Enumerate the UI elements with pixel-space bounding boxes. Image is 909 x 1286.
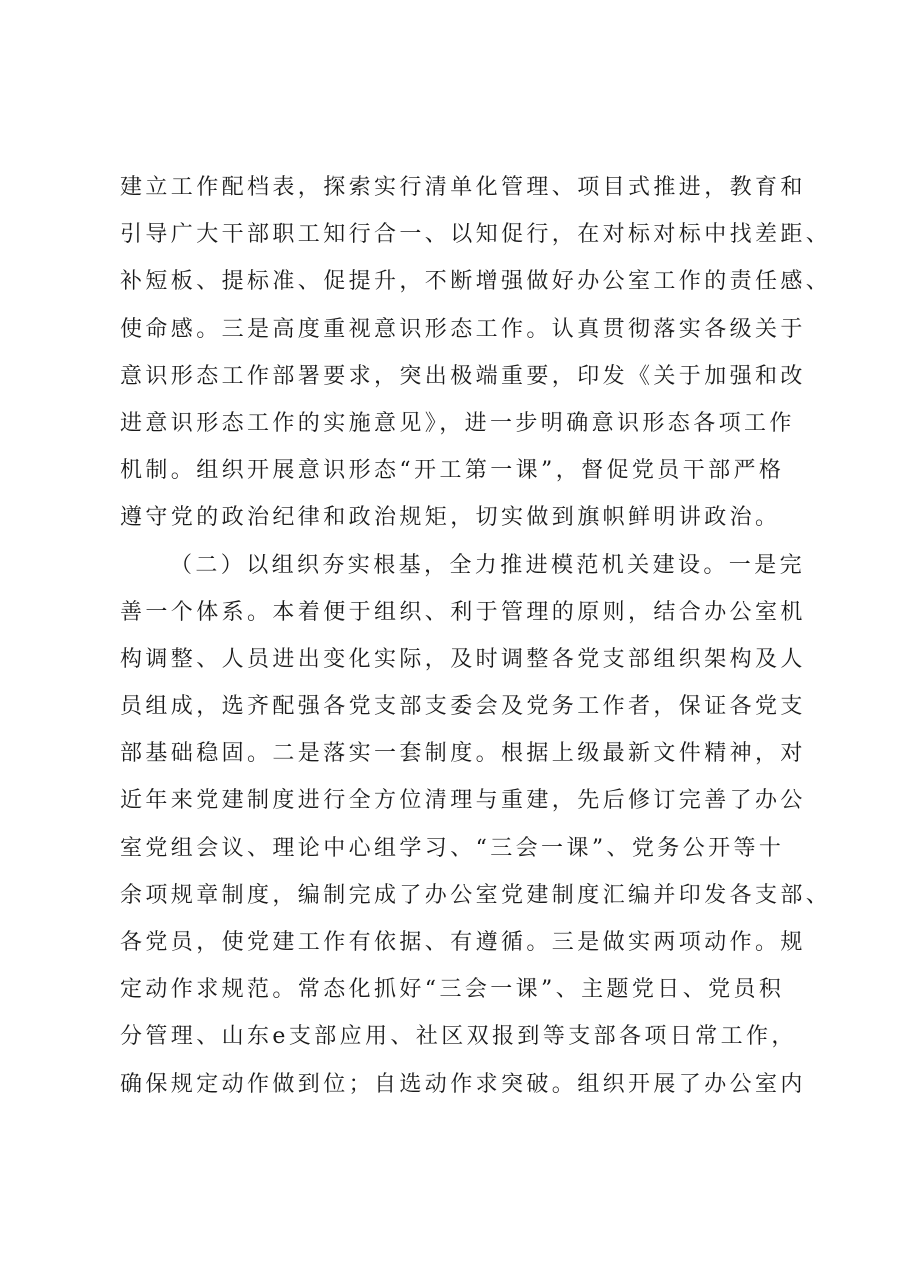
text-line: 近年来党建制度进行全方位清理与重建，先后修订完善了办公 <box>120 788 806 814</box>
text-line: 补短板、提标准、促提升，不断增强做好办公室工作的责任感、 <box>120 269 832 295</box>
text-line: 员组成，选齐配强各党支部支委会及党务工作者，保证各党支 <box>120 694 806 720</box>
text-line: 部基础稳固。二是落实一套制度。根据上级最新文件精神，对 <box>120 741 806 767</box>
text-line: 室党组会议、理论中心组学习、“三会一课”、党务公开等十 <box>120 835 785 861</box>
text-line: 遵守党的政治纪律和政治规矩，切实做到旗帜鲜明讲政治。 <box>120 505 781 531</box>
text-line: 定动作求规范。常态化抓好“三会一课”、主题党日、党员积 <box>120 977 785 1003</box>
text-line: 构调整、人员进出变化实际，及时调整各党支部组织架构及人 <box>120 646 806 672</box>
text-line: 引导广大干部职工知行合一、以知促行，在对标对标中找差距、 <box>120 222 832 248</box>
text-line: 意识形态工作部署要求，突出极端重要，印发《关于加强和改 <box>120 363 806 389</box>
text-line: 使命感。三是高度重视意识形态工作。认真贯彻落实各级关于 <box>120 316 806 342</box>
text-line: 各党员，使党建工作有依据、有遵循。三是做实两项动作。规 <box>120 930 806 955</box>
text-line: 建立工作配档表，探索实行清单化管理、项目式推进，教育和 <box>120 175 806 200</box>
section-heading-line: （二）以组织夯实根基，全力推进模范机关建设。一是完 <box>170 552 806 578</box>
text-line: 进意识形态工作的实施意见》，进一步明确意识形态各项工作 <box>120 410 795 436</box>
text-line: 确保规定动作做到位；自选动作求突破。组织开展了办公室内 <box>120 1071 806 1097</box>
body-text <box>120 164 832 1108</box>
text-line: 机制。组织开展意识形态“开工第一课”，督促党员干部严格 <box>120 458 785 484</box>
text-line: 分管理、山东e支部应用、社区双报到等支部各项日常工作， <box>120 1024 797 1050</box>
text-line: 余项规章制度，编制完成了办公室党建制度汇编并印发各支部、 <box>120 882 832 908</box>
text-line: 善一个体系。本着便于组织、利于管理的原则，结合办公室机 <box>120 599 806 625</box>
